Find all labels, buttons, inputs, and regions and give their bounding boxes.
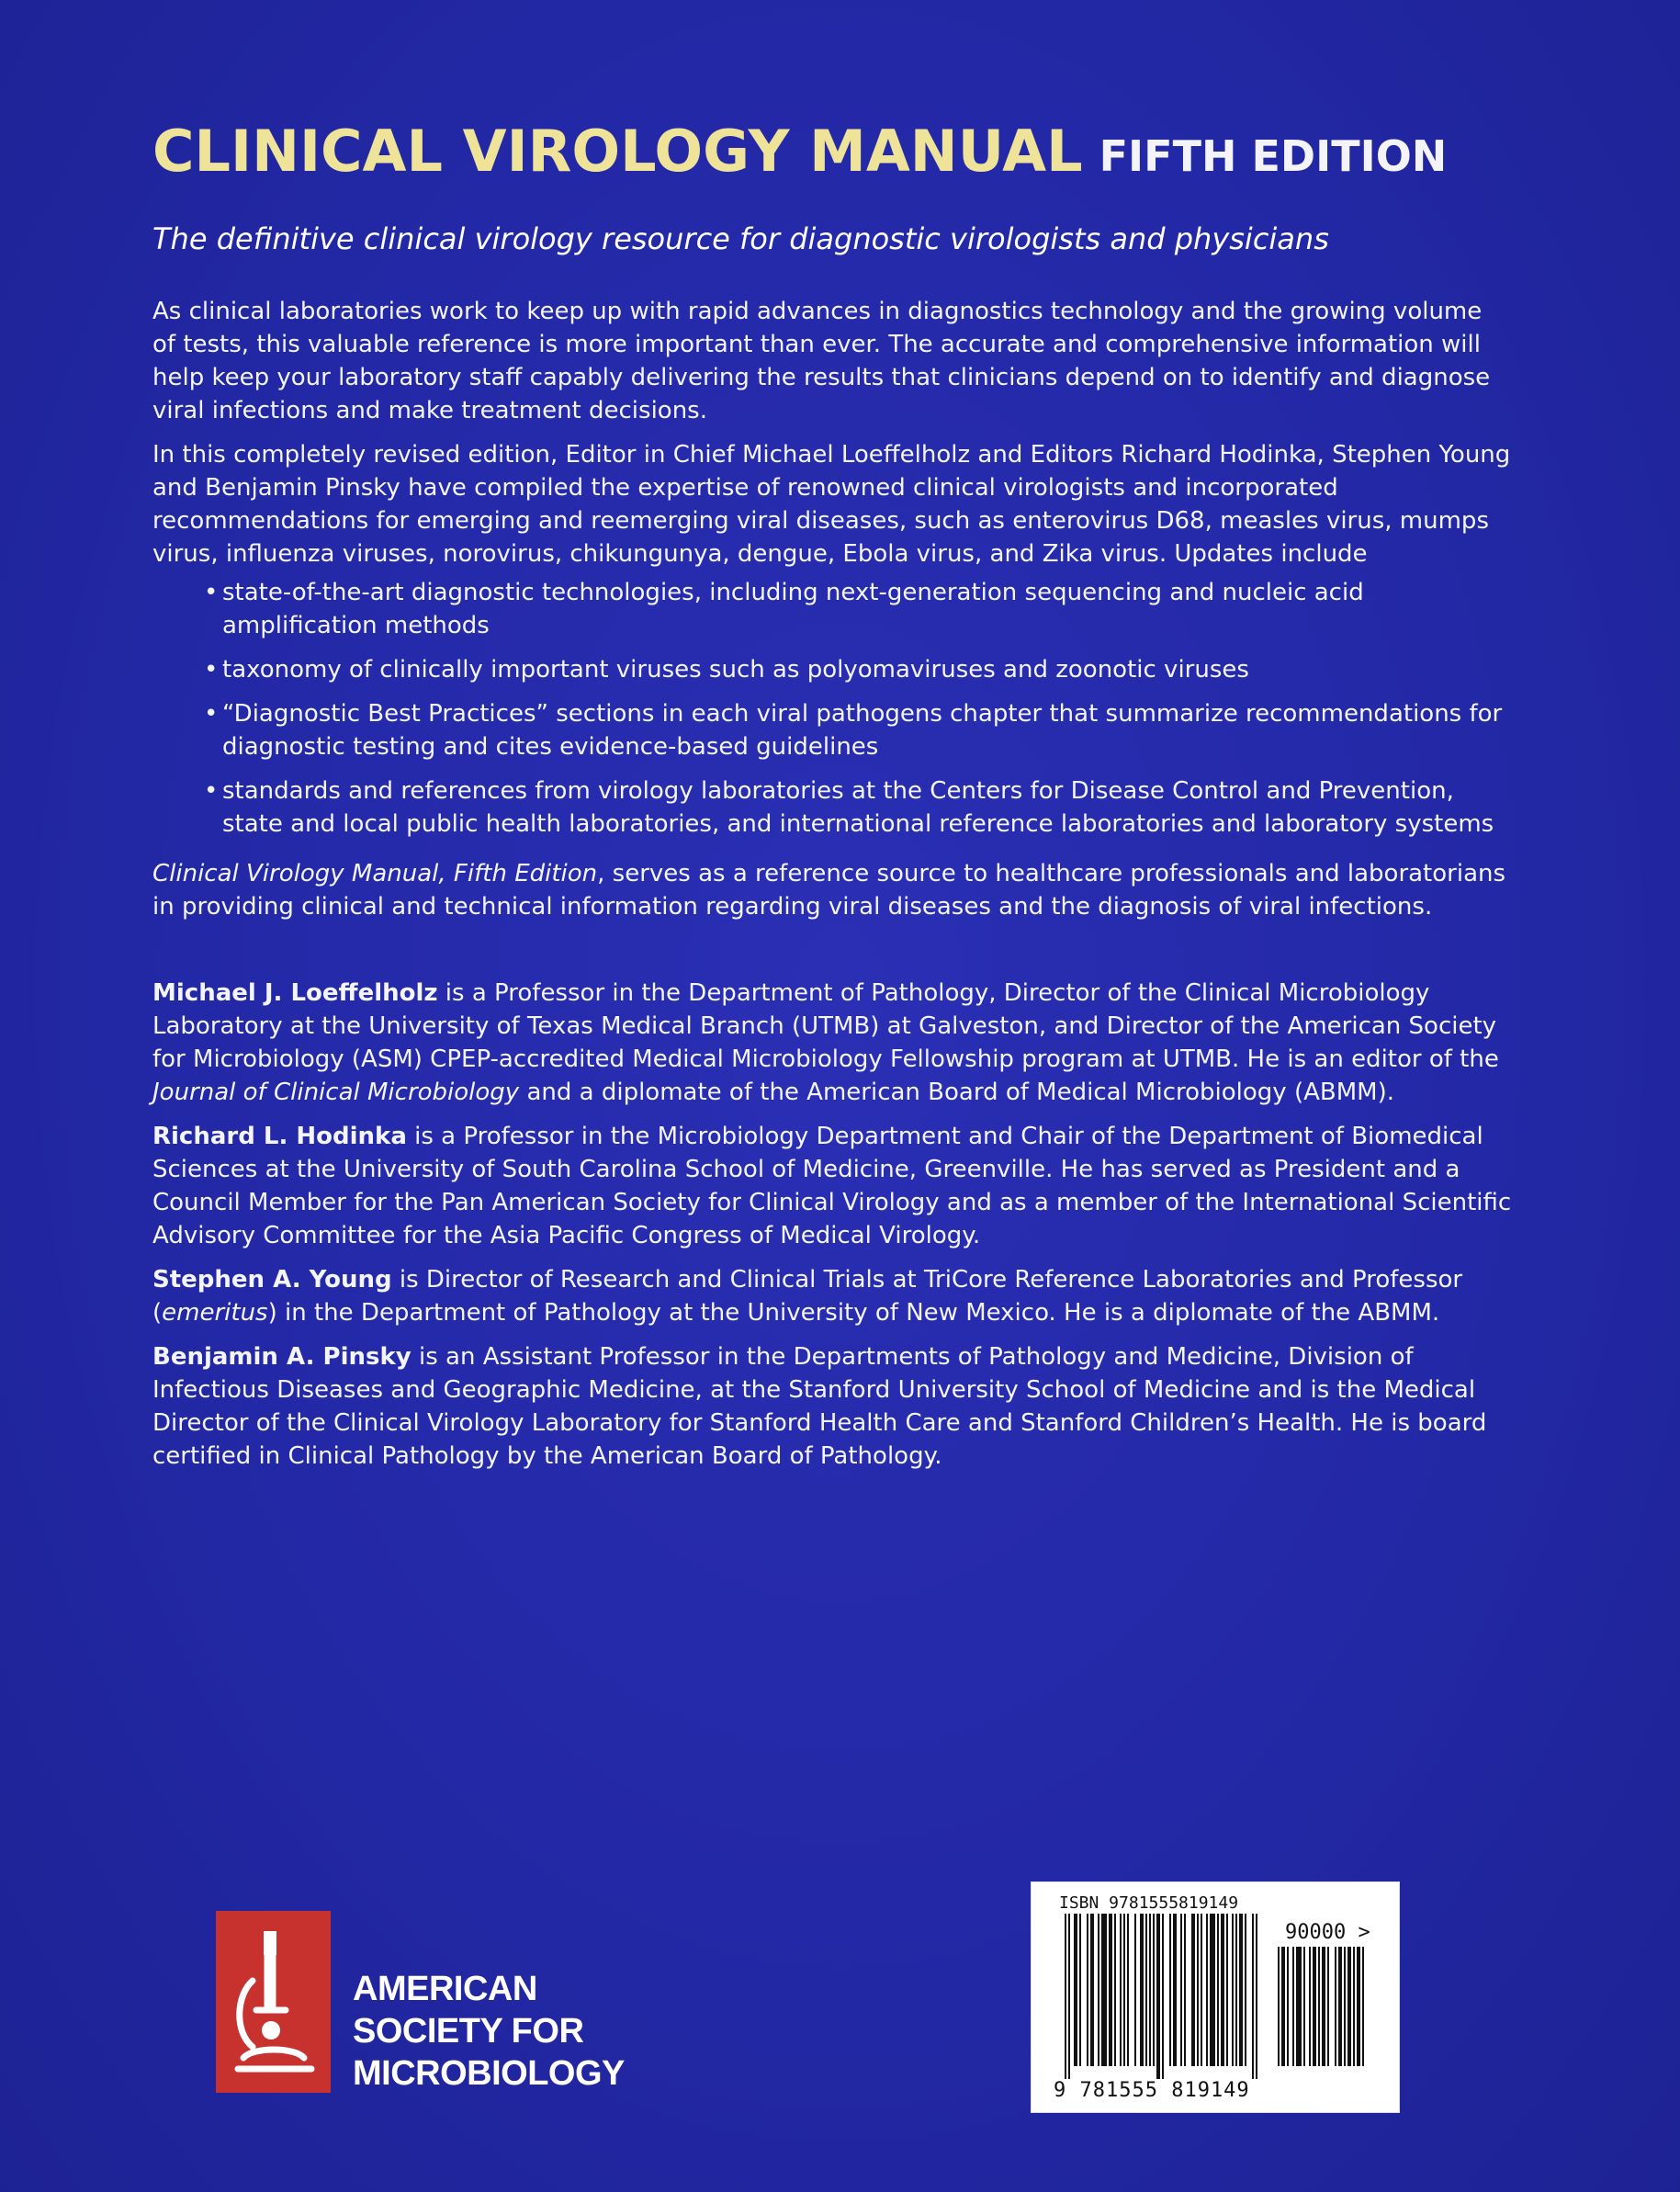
list-item-text: state-of-the-art diagnostic technologies, including next-generation sequencing and nucleic acid amplification methods bbox=[222, 579, 1364, 639]
publisher-line: AMERICAN bbox=[353, 1970, 537, 2008]
microscope-logo-icon bbox=[216, 1911, 331, 2093]
publisher-line: MICROBIOLOGY bbox=[353, 2054, 625, 2093]
bullet-icon: • bbox=[204, 777, 219, 805]
list-item-text: taxonomy of clinically important viruses such as polyomaviruses and zoonotic viruses bbox=[222, 656, 1249, 684]
list-item-text: standards and references from virology laboratories at the Centers for Disease Control and Prevention, state and local public health laboratories, and international reference laboratories and laboratory systems bbox=[222, 777, 1494, 838]
bio-text: is a Professor in the Microbiology Department and Chair of the Department of Biomedical Sciences at the University of South Carolina School of Medicine, Greenville. He has served as President and a Council Member for the Pan American Society for Clinical Virology and as a member of the International Scientific Advisory Committee for the Asia Pacific Congress of Medical Virology. bbox=[152, 1123, 1512, 1249]
list-item-text: “Diagnostic Best Practices” sections in each viral pathogens chapter that summarize recommendations for diagnostic testing and cites evidence-based guidelines bbox=[222, 700, 1503, 761]
bio-name: Stephen A. Young bbox=[152, 1266, 392, 1294]
publisher-name bbox=[353, 1968, 625, 2095]
barcode-bars bbox=[1065, 1914, 1274, 2079]
list-item bbox=[204, 576, 1512, 642]
microscope-logo-graphic bbox=[216, 1911, 331, 2093]
list-item bbox=[204, 774, 1512, 841]
summary-paragraph bbox=[152, 857, 1512, 923]
bio-text: is Director of Research and Clinical Trials at TriCore Reference Laboratories and Professor ( bbox=[152, 1266, 1463, 1327]
summary-book-title: Clinical Virology Manual, Fifth Edition bbox=[152, 860, 598, 887]
bullet-icon: • bbox=[204, 656, 219, 684]
bio-loeffelholz bbox=[152, 977, 1512, 1109]
bio-name: Richard L. Hodinka bbox=[152, 1123, 407, 1150]
intro-paragraph: As clinical laboratories work to keep up with rapid advances in diagnostics technology and the growing volume of tests, this valuable reference is more important than ever. The accurate and comprehensive information will help keep your laboratory staff capably delivering the results that clinicians depend on to identify and diagnose viral infections and make treatment decisions. bbox=[152, 298, 1491, 424]
bio-text: is an Assistant Professor in the Departments of Pathology and Medicine, Division of Infectious Diseases and Geographic Medicine, at the Stanford University School of Medicine and is the Medical Director of the Clinical Virology Laboratory for Stanford Health Care and Stanford Children’s Health. He is board certified in Clinical Pathology by the American Board of Pathology. bbox=[152, 1343, 1487, 1470]
bullet-icon: • bbox=[204, 700, 219, 728]
isbn-label: ISBN 9781555819149 bbox=[1059, 1893, 1239, 1913]
list-item bbox=[204, 653, 1512, 686]
bio-text: and a diplomate of the American Board of Medical Microbiology (ABMM). bbox=[519, 1079, 1394, 1106]
tagline: The definitive clinical virology resource for diagnostic virologists and physicians bbox=[152, 221, 1329, 256]
edition-label: FIFTH EDITION bbox=[1099, 131, 1448, 181]
list-item bbox=[204, 697, 1512, 763]
updates-list bbox=[204, 576, 1512, 841]
bio-pinsky bbox=[152, 1340, 1512, 1473]
title-row bbox=[152, 118, 1512, 185]
bio-young bbox=[152, 1263, 1512, 1329]
emeritus-text: emeritus bbox=[162, 1299, 268, 1327]
bullet-icon: • bbox=[204, 579, 219, 606]
revised-edition-paragraph: In this completely revised edition, Editor in Chief Michael Loeffelholz and Editors Richard Hodinka, Stephen Young and Benjamin Pinsky have compiled the expertise of renowned clinical virologists and incorporated recommendations for emerging and reemerging viral diseases, such as enterovirus D68, measles virus, mumps virus, influenza viruses, norovirus, chikungunya, dengue, Ebola virus, and Zika virus. Updates include bbox=[152, 441, 1511, 568]
bio-text: ) in the Department of Pathology at the University of New Mexico. He is a diplomate of the ABMM. bbox=[267, 1299, 1440, 1327]
book-title: CLINICAL VIROLOGY MANUAL bbox=[152, 118, 1083, 185]
publisher-line: SOCIETY FOR bbox=[353, 2012, 584, 2051]
bio-name: Michael J. Loeffelholz bbox=[152, 979, 438, 1007]
bio-text: is a Professor in the Department of Pathology, Director of the Clinical Microbiology Laboratory at the University of Texas Medical Branch (UTMB) at Galveston, and Director of the American Society for Microbiology (ASM) CPEP-accredited Medical Microbiology Fellowship program at UTMB. He is an editor of the bbox=[152, 979, 1499, 1073]
cover-text-block bbox=[152, 118, 1512, 1473]
summary-text: , serves as a reference source to healthcare professionals and laboratorians in providing clinical and technical information regarding viral diseases and the diagnosis of viral infections. bbox=[152, 860, 1506, 921]
addon-barcode-bars bbox=[1278, 1947, 1375, 2079]
price-code: 90000 > bbox=[1285, 1921, 1370, 1944]
bio-hodinka bbox=[152, 1120, 1512, 1252]
journal-title: Journal of Clinical Microbiology bbox=[152, 1079, 520, 1106]
isbn-barcode bbox=[1031, 1881, 1400, 2113]
bio-name: Benjamin A. Pinsky bbox=[152, 1343, 412, 1371]
barcode-digits: 9 781555 819149 bbox=[1054, 2079, 1250, 2102]
